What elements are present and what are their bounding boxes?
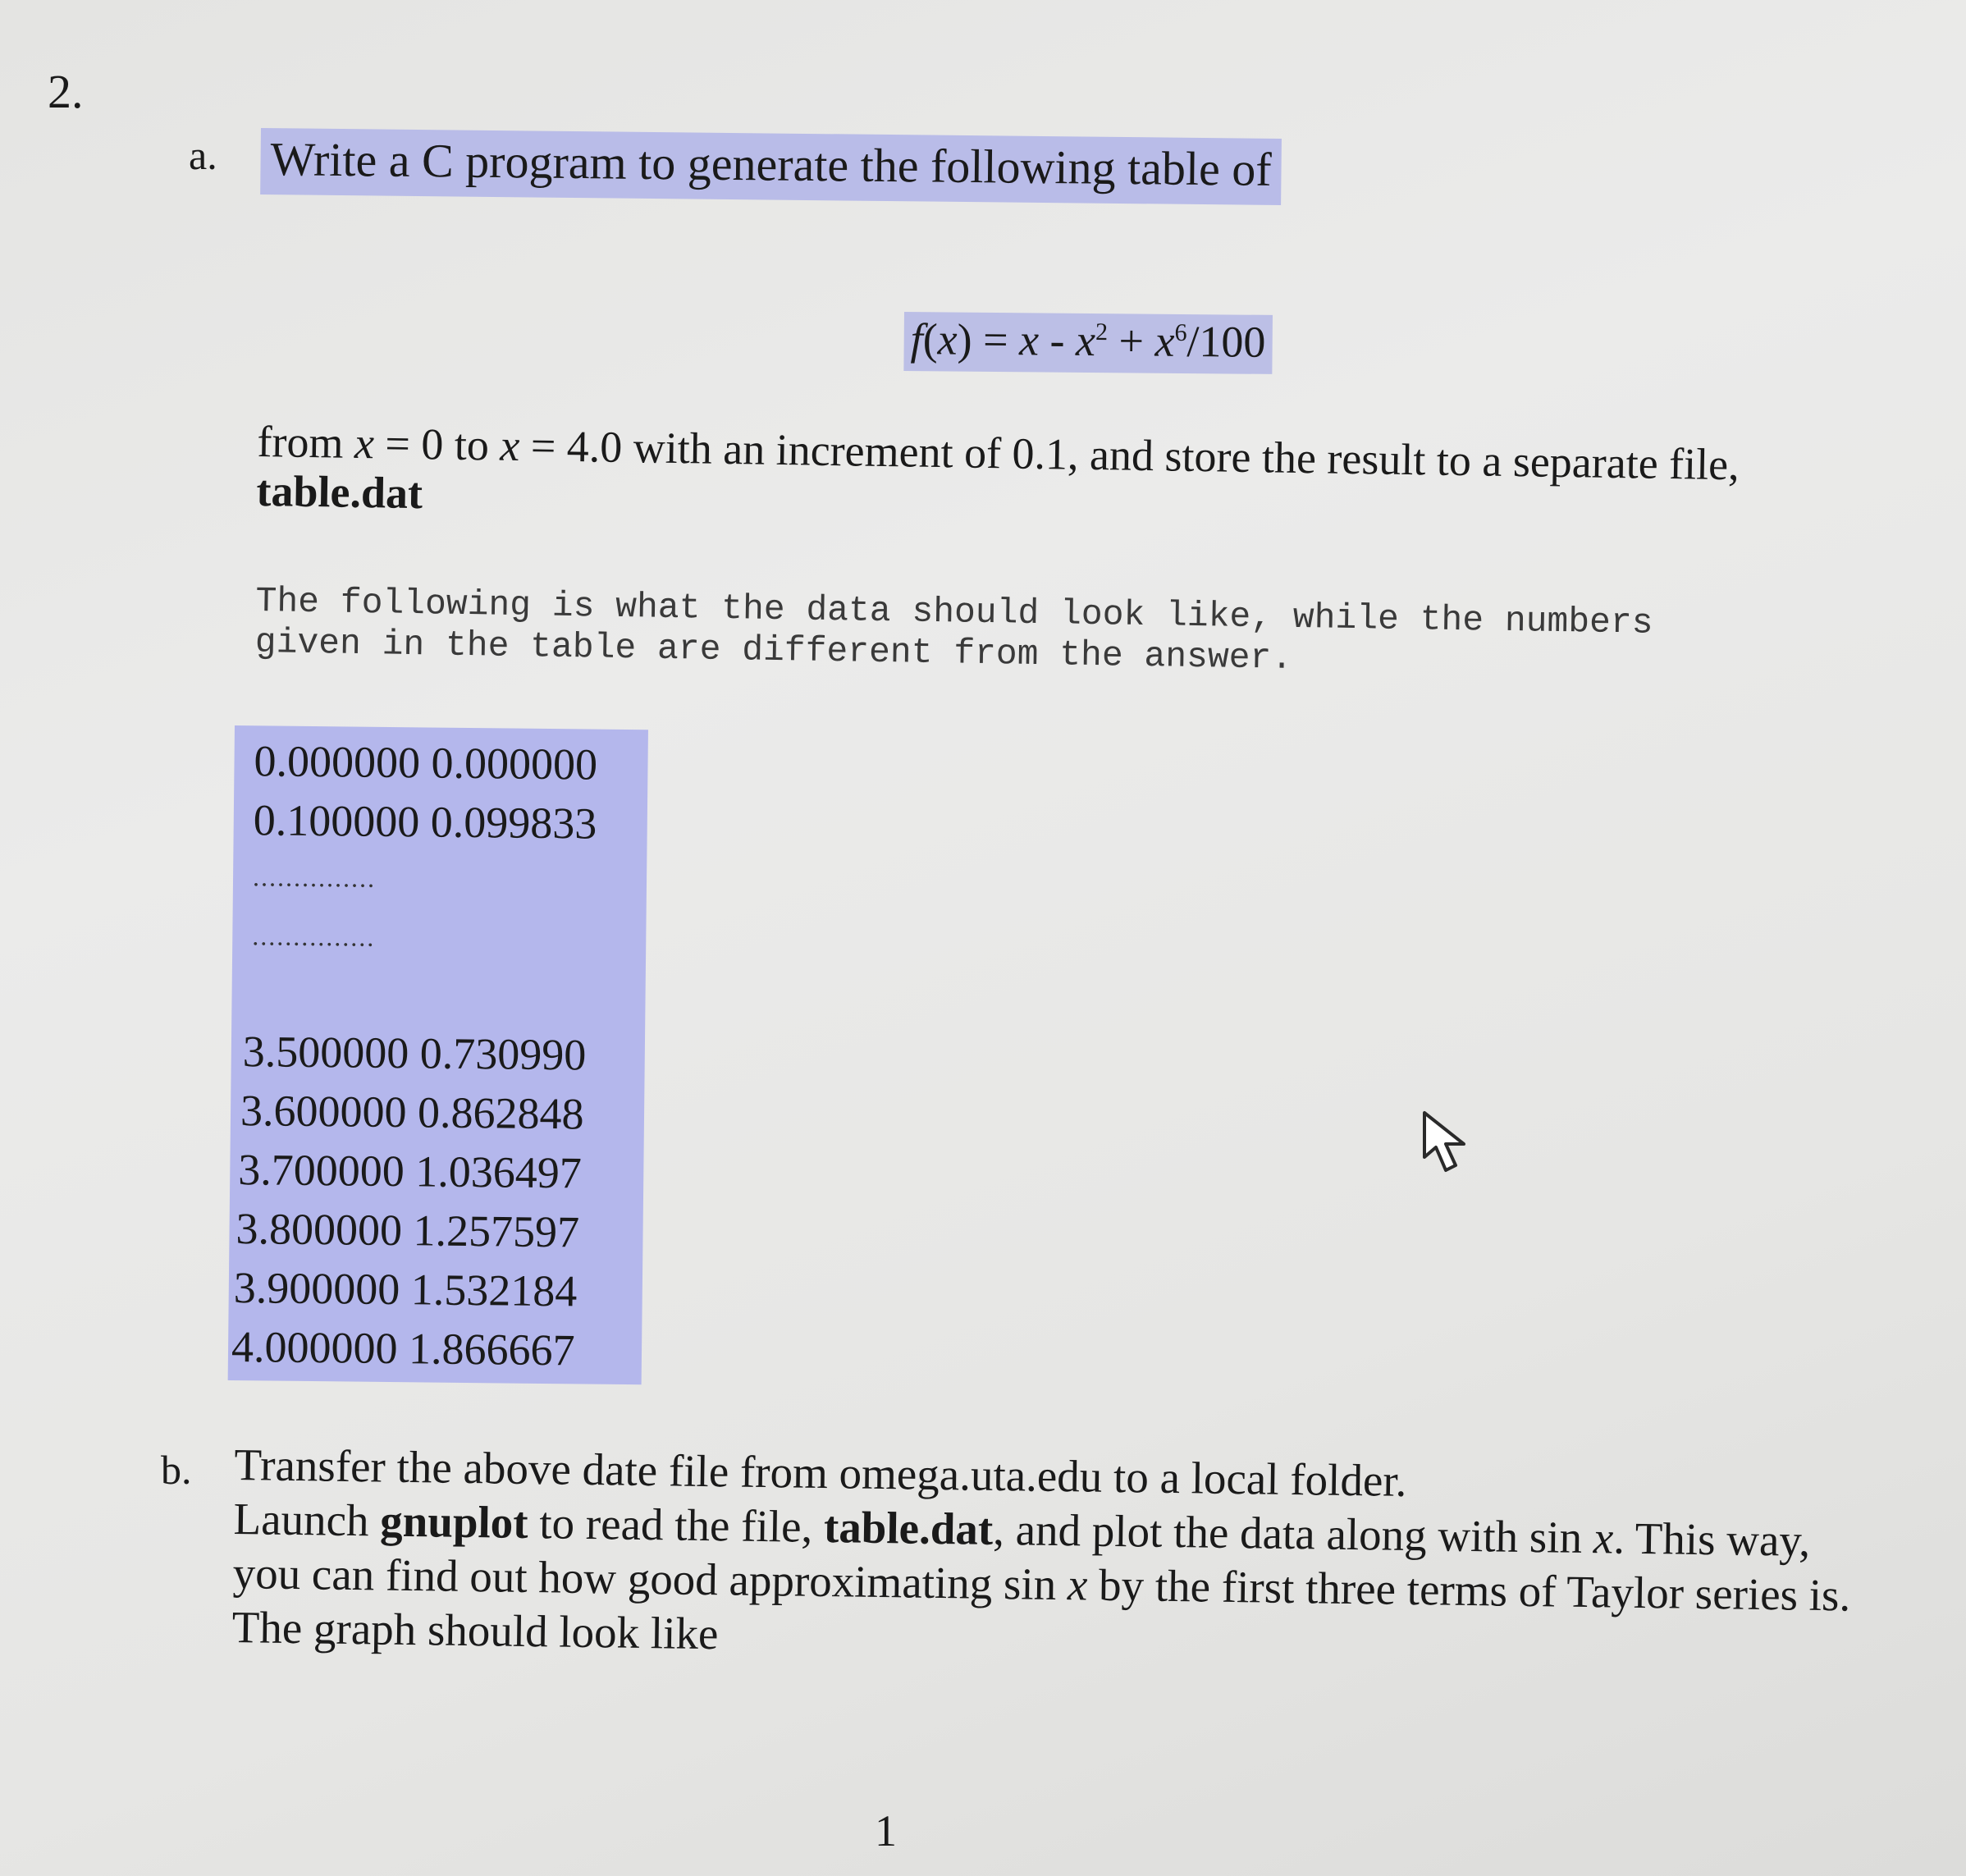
formula-plus: + (1107, 316, 1155, 366)
table-row: 3.800000 1.257597 (235, 1204, 580, 1257)
formula (903, 312, 1272, 374)
formula-func: f (910, 314, 923, 364)
range-eq-2: = 4.0 with an increment of 0.1, and store the result to a separate file, (519, 421, 1740, 490)
range-eq-1: = 0 to (373, 419, 501, 470)
table-row: 3.900000 1.532184 (233, 1263, 578, 1316)
range-var-2: x (499, 420, 520, 471)
part-b-way: . This way, you can find out how good approximating sin (232, 1512, 1811, 1610)
table-row: 4.000000 1.866667 (231, 1322, 575, 1375)
mouse-pointer-icon (1420, 1108, 1477, 1182)
part-b-marker: b. (161, 1447, 192, 1493)
part-b-rest: by the first three terms of Taylor series is. The graph should look like (231, 1559, 1851, 1659)
formula-term-1: x (1018, 315, 1040, 365)
formula-minus: - (1038, 315, 1077, 365)
part-b-var-2: x (1067, 1559, 1088, 1610)
range-text (256, 417, 1800, 540)
table-ellipsis: ............... (252, 862, 377, 893)
data-table (228, 725, 648, 1384)
part-b-plot: , and plot the data along with sin (992, 1503, 1594, 1563)
table-row: 0.100000 0.099833 (253, 795, 597, 849)
formula-term-2: x (1075, 315, 1096, 366)
page-number: 1 (875, 1806, 897, 1855)
formula-tail: /100 (1186, 317, 1266, 367)
table-row: 3.600000 0.862848 (240, 1086, 584, 1139)
formula-term-3: x (1154, 316, 1175, 366)
note-text: The following is what the data should look like, while the numbers given in the table are different from the answer. (254, 581, 1653, 679)
part-b-var-1: x (1593, 1512, 1614, 1563)
part-b-filename: table.dat (823, 1502, 994, 1554)
range-var-1: x (354, 418, 375, 469)
table-ellipsis: ............... (252, 921, 376, 952)
part-a-heading: Write a C program to generate the following table of (260, 128, 1282, 205)
table-row: 0.000000 0.000000 (254, 736, 598, 789)
formula-exp-6: 6 (1174, 318, 1187, 347)
range-from: from (257, 417, 355, 468)
formula-var: x (937, 314, 958, 364)
part-b-gnuplot: gnuplot (379, 1495, 529, 1549)
part-b-text (231, 1438, 1883, 1677)
part-b-launch: Launch (233, 1493, 381, 1546)
formula-exp-2: 2 (1095, 318, 1109, 346)
table-row: 3.700000 1.036497 (238, 1145, 583, 1198)
problem-number: 2. (48, 65, 84, 118)
table-row: 3.500000 0.730990 (242, 1027, 587, 1080)
part-b-line-1: Transfer the above date file from omega.uta.edu to a local folder. (234, 1439, 1407, 1506)
part-b-read: to read the file, (528, 1498, 825, 1553)
part-a-marker: a. (189, 132, 217, 178)
formula-open: ( (922, 314, 938, 364)
range-filename: table.dat (256, 465, 423, 519)
formula-equals: ) = (957, 314, 1020, 365)
